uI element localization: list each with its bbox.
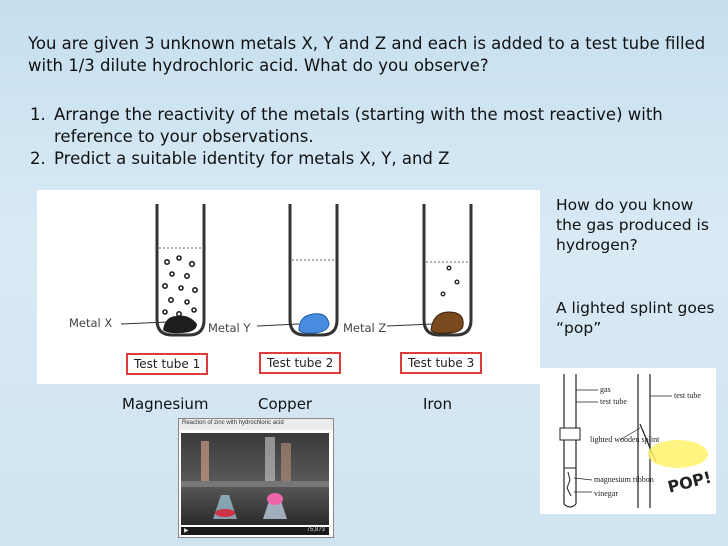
gas-bubbles (441, 266, 459, 296)
metal-z (431, 312, 463, 333)
label-test-tube-left: test tube (600, 397, 627, 406)
test-tube-3-label: Test tube 3 (400, 352, 482, 374)
hydrogen-question: How do you know the gas produced is hydrogen? (556, 196, 709, 254)
label-vinegar: vinegar (594, 489, 618, 498)
task-number: 1. (30, 105, 46, 124)
splint-test-diagram (540, 368, 716, 514)
view-count: 75,873 (306, 527, 325, 533)
task-text: Predict a suitable identity for metals X, Y, and Z (54, 149, 450, 168)
lab-scene (181, 433, 329, 525)
metal-y (299, 314, 329, 333)
metal-z-label: Metal Z (343, 321, 387, 335)
task-item (30, 104, 700, 148)
metal-x (163, 316, 197, 334)
metal-x-label: Metal X (69, 316, 113, 330)
intro-text: You are given 3 unknown metals X, Y and Z and each is added to a test tube filled with 1/3 dilute hydrochloric acid. What do you observe? (28, 34, 706, 75)
test-tube-2-label: Test tube 2 (259, 352, 341, 374)
play-icon[interactable]: ▶ (184, 528, 189, 534)
video-frame (181, 433, 329, 525)
video-controls[interactable] (181, 527, 329, 535)
test-tube-1 (157, 204, 204, 335)
pointer-line (257, 324, 299, 326)
hydrogen-answer: A lighted splint goes “pop” (556, 299, 715, 337)
task-item (30, 148, 700, 170)
label-magnesium-ribbon: magnesium ribbon (594, 475, 654, 484)
metal-x-identity: Magnesium (122, 395, 209, 413)
test-tube-1-label: Test tube 1 (126, 353, 208, 375)
video-title: Reaction of zinc with hydrochloric acid (179, 419, 333, 430)
metal-y-label: Metal Y (208, 321, 251, 335)
gas-bubbles (163, 256, 197, 316)
pop-text: POP! (665, 467, 714, 497)
video-thumbnail[interactable] (178, 418, 334, 538)
label-gas: gas (600, 385, 611, 394)
test-tube-3 (424, 204, 471, 335)
task-list (30, 104, 700, 170)
pop-flash (648, 440, 708, 468)
task-text: Arrange the reactivity of the metals (starting with the most reactive) with reference to your observations. (54, 105, 663, 146)
metal-z-identity: Iron (423, 395, 452, 413)
test-tube-2 (290, 204, 337, 335)
test-tube-diagram (37, 190, 540, 384)
pointer-line (121, 322, 167, 324)
task-number: 2. (30, 149, 46, 168)
label-test-tube-right: test tube (674, 391, 701, 400)
label-lighted-splint: lighted wooden splint (590, 435, 660, 444)
metal-y-identity: Copper (258, 395, 313, 413)
splint-illustration (540, 368, 716, 514)
left-test-tube (560, 374, 580, 507)
